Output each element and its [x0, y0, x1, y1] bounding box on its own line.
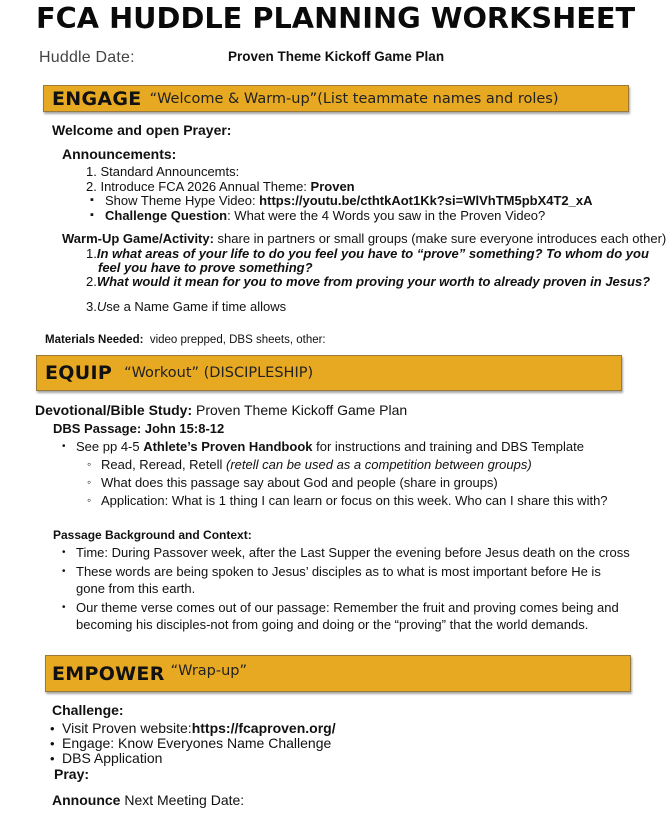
announcement-item	[86, 164, 239, 179]
item-text: : What were the 4 Words you saw in the Proven Video?	[227, 208, 546, 223]
announce-text: Next Meeting Date:	[120, 792, 245, 808]
warmup-question	[86, 274, 650, 289]
background-item: • Our theme verse comes out of our passage: Remember the fruit and proving comes being and	[76, 600, 619, 615]
warmup-question	[86, 246, 649, 261]
page-title: FCA HUDDLE PLANNING WORKSHEET	[36, 2, 636, 35]
engage-banner	[43, 85, 629, 112]
announce-line	[52, 793, 244, 808]
item-number: 2.	[86, 179, 97, 194]
item-initial: U	[96, 299, 107, 314]
announcements-label: Announcements:	[62, 146, 177, 162]
background-item-cont: becoming his disciples-not from going and doing or the “proving” that the world demands.	[76, 617, 589, 632]
item-number: 1.	[86, 246, 97, 261]
announce-label: Announce	[52, 792, 121, 808]
welcome-label: Welcome and open Prayer:	[52, 122, 232, 138]
proven-website-link[interactable]: https://fcaproven.org/	[191, 720, 336, 736]
warmup-label: Warm-Up Game/Activity:	[62, 231, 214, 246]
huddle-date-label: Huddle Date:	[39, 49, 135, 66]
dbs-step	[101, 457, 532, 472]
empower-heading: EMPOWER	[52, 662, 165, 685]
warmup-line	[62, 231, 666, 246]
handbook-item	[76, 439, 584, 454]
hype-video-link[interactable]: https://youtu.be/cthtkAot1Kk?si=WlVhTM5pbX4T2_xA	[259, 193, 593, 208]
dbs-step: ◦ Application: What is 1 thing I can learn or focus on this week. Who can I share this with?	[101, 493, 608, 508]
engage-heading: ENGAGE	[52, 87, 142, 110]
materials-label: Materials Needed:	[45, 334, 144, 346]
background-item: • Time: During Passover week, after the Last Supper the evening before Jesus death on the cross	[76, 545, 630, 560]
item-text: for instructions and training and DBS Template	[312, 439, 584, 454]
empower-banner	[45, 655, 631, 692]
step-text: Read, Reread, Retell	[101, 457, 227, 472]
item-text: Visit Proven website:	[62, 720, 192, 736]
item-number: 3.	[86, 299, 97, 314]
dbs-step: ◦ What does this passage say about God and people (share in groups)	[101, 475, 498, 490]
item-text: Standard Announcemts:	[100, 164, 240, 179]
equip-heading: EQUIP	[45, 362, 113, 384]
warmup-item	[86, 299, 286, 314]
challenge-label: Challenge:	[52, 702, 124, 718]
materials-text: video prepped, DBS sheets, other:	[149, 334, 326, 346]
engage-subheading: “Welcome & Warm-up”(List teammate names and roles)	[149, 90, 559, 107]
item-number: 2.	[86, 274, 97, 289]
step-note: (retell can be used as a competition between groups)	[226, 457, 532, 472]
challenge-item	[62, 721, 336, 736]
challenge-question-label: Challenge Question	[105, 208, 228, 223]
challenge-item: • DBS Application	[62, 751, 162, 766]
warmup-question-cont: feel you have to prove something?	[98, 260, 313, 275]
challenge-question-item	[105, 208, 545, 223]
pray-label: Pray:	[54, 766, 90, 782]
materials-line	[45, 333, 326, 348]
handbook-name: Athlete’s Proven Handbook	[143, 439, 313, 454]
equip-subheading: “Workout” (DISCIPLESHIP)	[124, 365, 314, 381]
hype-video-item	[105, 193, 593, 208]
item-text: Show Theme Hype Video:	[105, 193, 260, 208]
theme-name: Proven	[310, 179, 355, 194]
devotional-label: Devotional/Bible Study:	[35, 402, 193, 418]
empower-subheading: “Wrap-up”	[170, 662, 248, 679]
item-text: What would it mean for you to move from proving your worth to already proven in Jesus?	[96, 274, 651, 289]
item-text: Introduce FCA 2026 Annual Theme:	[100, 179, 311, 194]
item-number: 1.	[86, 164, 97, 179]
background-label: Passage Background and Context:	[53, 528, 252, 542]
devotional-line	[35, 403, 407, 418]
item-text: In what areas of your life to do you feel you have to “prove” something? To whom do you	[96, 246, 649, 261]
background-item-cont: gone from this earth.	[76, 581, 196, 596]
announcement-item	[86, 179, 355, 194]
equip-banner	[36, 355, 622, 391]
background-item: • These words are being spoken to Jesus’ disciples as to what is most important before He is	[76, 564, 601, 579]
passage-label: DBS Passage: John 15:8-12	[53, 421, 225, 436]
challenge-item: • Engage: Know Everyones Name Challenge	[62, 736, 331, 751]
item-text: se a Name Game if time allows	[106, 299, 287, 314]
warmup-text: share in partners or small groups (make sure everyone introduces each other)	[213, 231, 667, 246]
page-subtitle: Proven Theme Kickoff Game Plan	[228, 49, 445, 64]
devotional-text: Proven Theme Kickoff Game Plan	[192, 402, 408, 418]
item-text: See pp 4-5	[76, 439, 144, 454]
